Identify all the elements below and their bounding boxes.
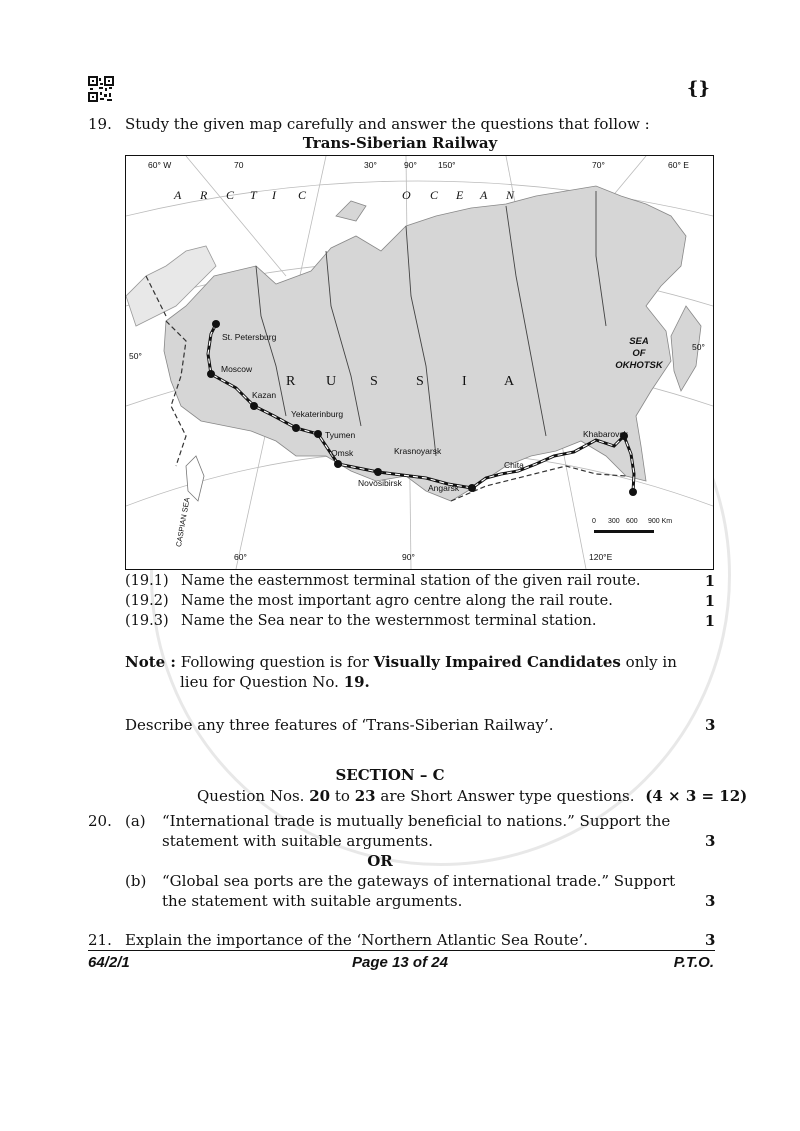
station-label-chita: Chita (504, 460, 524, 470)
map-label-bottom-2: 120°E (589, 552, 613, 562)
q20b-line-2: the statement with suitable arguments. (162, 892, 463, 910)
map-label-bottom-0: 60° (234, 552, 247, 562)
vi-note-line-1: Note : Following question is for Visually Impaired Candidates only in (125, 653, 677, 671)
vi-question-marks: 3 (705, 716, 716, 734)
station-label-angarsk: Angarsk (428, 483, 460, 493)
station-dot-omsk (334, 460, 342, 468)
vi-note-line-2: lieu for Question No. 19. (180, 673, 370, 691)
station-label-st-petersburg: St. Petersburg (222, 332, 277, 342)
station-label-moscow: Moscow (221, 364, 253, 374)
trans-siberian-map: 60° W 70 30° 90° 150° 70° 60° E 50° 50° 60° 90° 120°E A R C T I C O C E A N R U S S I A SEA OF OKHOTSK CASPIAN SEA St. Petersburg Moscow Kazan Yekaterinburg Tyumen Omsk Novosibirsk Krasnoyarsk Angarsk Chita Khabarovsk 0 300 600 900 Km (125, 155, 714, 570)
station-label-omsk: Omsk (331, 448, 354, 458)
station-label-tyumen: Tyumen (325, 430, 356, 440)
q20a-label: (a) (125, 812, 146, 830)
station-dot-kazan (250, 402, 258, 410)
station-dot-moscow (207, 370, 215, 378)
station-label-krasnoyarsk: Krasnoyarsk (394, 446, 442, 456)
map-label-left: 50° (129, 351, 142, 361)
station-dot-vladivostok (629, 488, 637, 496)
q20b-marks: 3 (705, 892, 716, 910)
q20a-marks: 3 (705, 832, 716, 850)
station-label-yekaterinburg: Yekaterinburg (291, 409, 344, 419)
station-dot-st-petersburg (212, 320, 220, 328)
q20-number: 20. (88, 812, 112, 830)
map-label-top-1: 70 (234, 160, 244, 170)
q20a-line-1: “International trade is mutually beneficial to nations.” Support the (162, 812, 671, 830)
map-label-top-4: 150° (438, 160, 456, 170)
header-braces: {} (686, 78, 710, 99)
vi-question: Describe any three features of ‘Trans-Siberian Railway’. (125, 716, 554, 734)
qr-code-icon (88, 76, 114, 102)
q21-number: 21. (88, 931, 112, 949)
station-dot-tyumen (314, 430, 322, 438)
section-c-heading: SECTION – C (335, 766, 445, 784)
q19-number: 19. (88, 115, 112, 133)
map-label-top-5: 70° (592, 160, 605, 170)
sea-of-okhotsk-label: SEA OF OKHOTSK (615, 336, 663, 371)
q21-text: Explain the importance of the ‘Northern Atlantic Sea Route’. (125, 931, 589, 949)
q19-instruction: Study the given map carefully and answer the questions that follow : (125, 115, 650, 133)
q20a-line-2: statement with suitable arguments. (162, 832, 434, 850)
station-dot-yekaterinburg (292, 424, 300, 432)
station-label-kazan: Kazan (252, 390, 277, 400)
map-label-bottom-1: 90° (402, 552, 415, 562)
caspian-sea-label: CASPIAN SEA (174, 496, 192, 548)
q20b-line-1: “Global sea ports are the gateways of international trade.” Support (162, 872, 676, 890)
footer-page: Page 13 of 24 (352, 954, 448, 971)
map-label-top-3: 90° (404, 160, 417, 170)
q20b-label: (b) (125, 872, 147, 890)
station-label-novosibirsk: Novosibirsk (358, 478, 402, 488)
station-dot-novosibirsk (374, 468, 382, 476)
map-label-top-6: 60° E (668, 160, 689, 170)
map-label-top-0: 60° W (148, 160, 172, 170)
footer-pto: P.T.O. (673, 954, 714, 971)
footer-rule (88, 950, 715, 951)
station-label-khabarovsk: Khabarovsk (583, 429, 628, 439)
q20-or: OR (367, 852, 393, 870)
footer-code: 64/2/1 (88, 954, 130, 971)
q21-marks: 3 (705, 931, 716, 949)
map-label-right: 50° (692, 342, 705, 352)
map-label-top-2: 30° (364, 160, 377, 170)
station-dot-angarsk (468, 484, 476, 492)
map-title: Trans-Siberian Railway (302, 134, 498, 152)
section-c-intro: Question Nos. 20 to 23 are Short Answer type questions. (4 × 3 = 12) (197, 787, 748, 805)
